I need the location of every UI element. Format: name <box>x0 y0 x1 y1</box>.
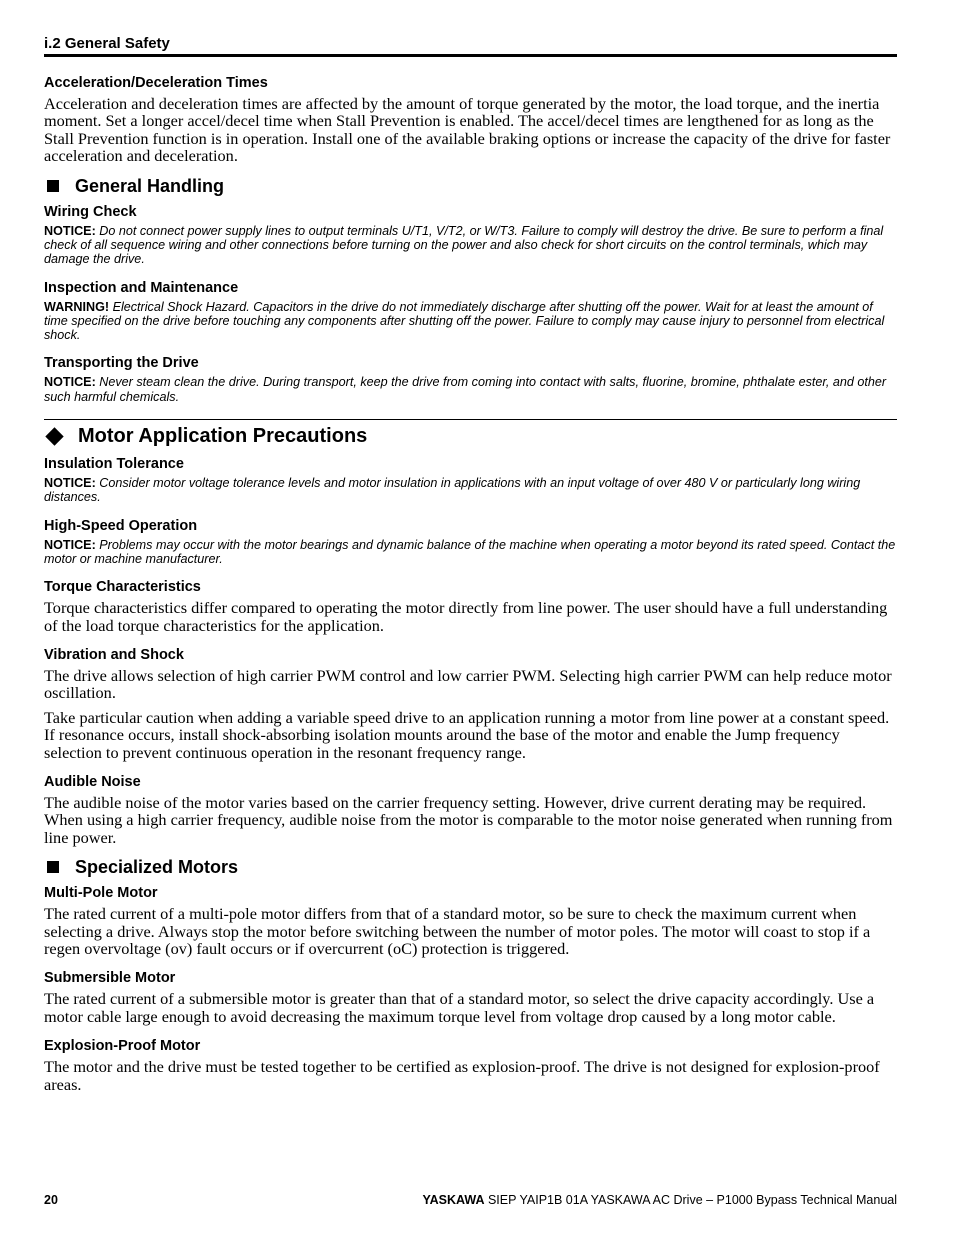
submersible-title: Submersible Motor <box>44 970 176 987</box>
transport-section <box>44 354 897 404</box>
explosion-body: The motor and the drive must be tested together to be certified as explosion-proof. The drive is not designed for explosion-proof areas. <box>44 1057 880 1094</box>
running-header: i.2 General Safety <box>44 35 170 52</box>
multipole-section <box>44 884 897 957</box>
multipole-body: The rated current of a multi-pole motor differs from that of a standard motor, so be sure to check the maximum current when selecting a drive. Always stop the motor before switching between the number of motor poles. The motor will coast to stop if a regen overvoltage (ov) fault occurs or if overcurrent (oC) protection is triggered. <box>44 904 871 959</box>
highspeed-notice <box>44 538 897 567</box>
torque-title: Torque Characteristics <box>44 579 201 596</box>
inspection-section <box>44 279 897 343</box>
wiring-check-notice <box>44 224 897 267</box>
accel-body: Acceleration and deceleration times are affected by the amount of torque generated by the motor, the load torque, and the inertia moment. Set a longer accel/decel time when Stall Prevention is enabled. The accel/decel times are lengthened for as long as the Stall Prevention function is in operation. Install one of the available braking options or increase the capacity of the drive for faster acceleration and deceleration. <box>44 94 891 166</box>
noise-title: Audible Noise <box>44 774 141 791</box>
noise-section <box>44 773 897 846</box>
general-handling-heading <box>44 175 897 197</box>
manual-reference <box>422 1193 897 1207</box>
general-handling-title: General Handling <box>75 175 225 196</box>
manual-title: SIEP YAIP1B 01A YASKAWA AC Drive – P1000 Bypass Technical Manual <box>484 1193 897 1207</box>
transport-text: Never steam clean the drive. During transport, keep the drive from coming into contact with salts, fluorine, bromine, phthalate ester, and other such harmful chemicals. <box>44 375 887 404</box>
vibration-section <box>44 646 897 761</box>
page-footer <box>44 1193 897 1207</box>
transport-notice <box>44 375 897 404</box>
multipole-title: Multi-Pole Motor <box>44 885 158 902</box>
accel-title: Acceleration/Deceleration Times <box>44 75 268 91</box>
vibration-body-1: The drive allows selection of high carrier PWM control and low carrier PWM. Selecting high carrier PWM can help reduce motor oscillation. <box>44 666 892 703</box>
wiring-check-text: Do not connect power supply lines to output terminals U/T1, V/T2, or W/T3. Failure to comply will destroy the drive. Be sure to perform a final check of all sequence wiring and other connections before turning on the power and also check for short circuits on the control terminals, which may damage the drive. <box>44 223 884 267</box>
torque-body: Torque characteristics differ compared to operating the motor directly from line power. The user should have a full understanding of the load torque characteristics for the application. <box>44 598 888 635</box>
header-rule <box>44 54 897 57</box>
square-bullet-icon <box>47 180 59 192</box>
specialized-motors-heading <box>44 856 897 878</box>
vibration-body-2: Take particular caution when adding a variable speed drive to an application running a motor from line power at a constant speed. If resonance occurs, install shock-absorbing isolation mounts around the base of the motor and enable the Jump frequency selection to prevent continuous operation in the resonant frequency range. <box>44 707 890 762</box>
motor-application-heading <box>44 424 897 448</box>
motor-application-title: Motor Application Precautions <box>78 425 368 447</box>
wiring-check-section <box>44 203 897 267</box>
highspeed-text: Problems may occur with the motor bearings and dynamic balance of the machine when operating a motor beyond its rated speed. Contact the motor or machine manufacturer. <box>44 537 896 566</box>
accel-section <box>44 74 897 165</box>
notice-label: NOTICE: <box>44 476 96 490</box>
vibration-title: Vibration and Shock <box>44 647 184 663</box>
transport-title: Transporting the Drive <box>44 355 199 372</box>
diamond-bullet-icon <box>45 427 63 445</box>
noise-body: The audible noise of the motor varies based on the carrier frequency setting. However, drive current derating may be required. When using a high carrier frequency, audible noise from the motor is comparable to the motor noise generated when running from line power. <box>44 793 893 847</box>
wiring-check-title: Wiring Check <box>44 203 137 220</box>
explosion-title: Explosion-Proof Motor <box>44 1038 201 1055</box>
insulation-section <box>44 455 897 505</box>
inspection-text: Electrical Shock Hazard. Capacitors in the drive do not immediately discharge after shutting off the power. Wait for at least the amount of time specified on the drive before touching any components after shutting off the power. Failure to comply may cause injury to personnel from electrical shock. <box>44 299 885 343</box>
page-content <box>44 74 897 1093</box>
warning-label: WARNING! <box>44 299 110 314</box>
inspection-title: Inspection and Maintenance <box>44 279 239 296</box>
brand-name: YASKAWA <box>422 1193 485 1207</box>
notice-label: NOTICE: <box>44 537 96 552</box>
square-bullet-icon <box>47 861 59 873</box>
specialized-motors-title: Specialized Motors <box>75 857 239 878</box>
page-number: 20 <box>44 1193 58 1207</box>
insulation-notice <box>44 476 897 505</box>
section-divider <box>44 419 897 420</box>
highspeed-section <box>44 517 897 567</box>
notice-label: NOTICE: <box>44 375 96 390</box>
inspection-warning <box>44 300 897 343</box>
notice-label: NOTICE: <box>44 223 96 238</box>
submersible-section <box>44 969 897 1025</box>
submersible-body: The rated current of a submersible motor is greater than that of a standard motor, so select the drive capacity accordingly. Use a motor cable large enough to avoid decreasing the maximum torque level from voltage drop caused by a long motor cable. <box>44 989 875 1026</box>
insulation-title: Insulation Tolerance <box>44 456 184 472</box>
torque-section <box>44 578 897 634</box>
insulation-text: Consider motor voltage tolerance levels and motor insulation in applications with an input voltage of over 480 V or particularly long wiring distances. <box>44 476 861 505</box>
highspeed-title: High-Speed Operation <box>44 517 198 534</box>
explosion-section <box>44 1037 897 1093</box>
